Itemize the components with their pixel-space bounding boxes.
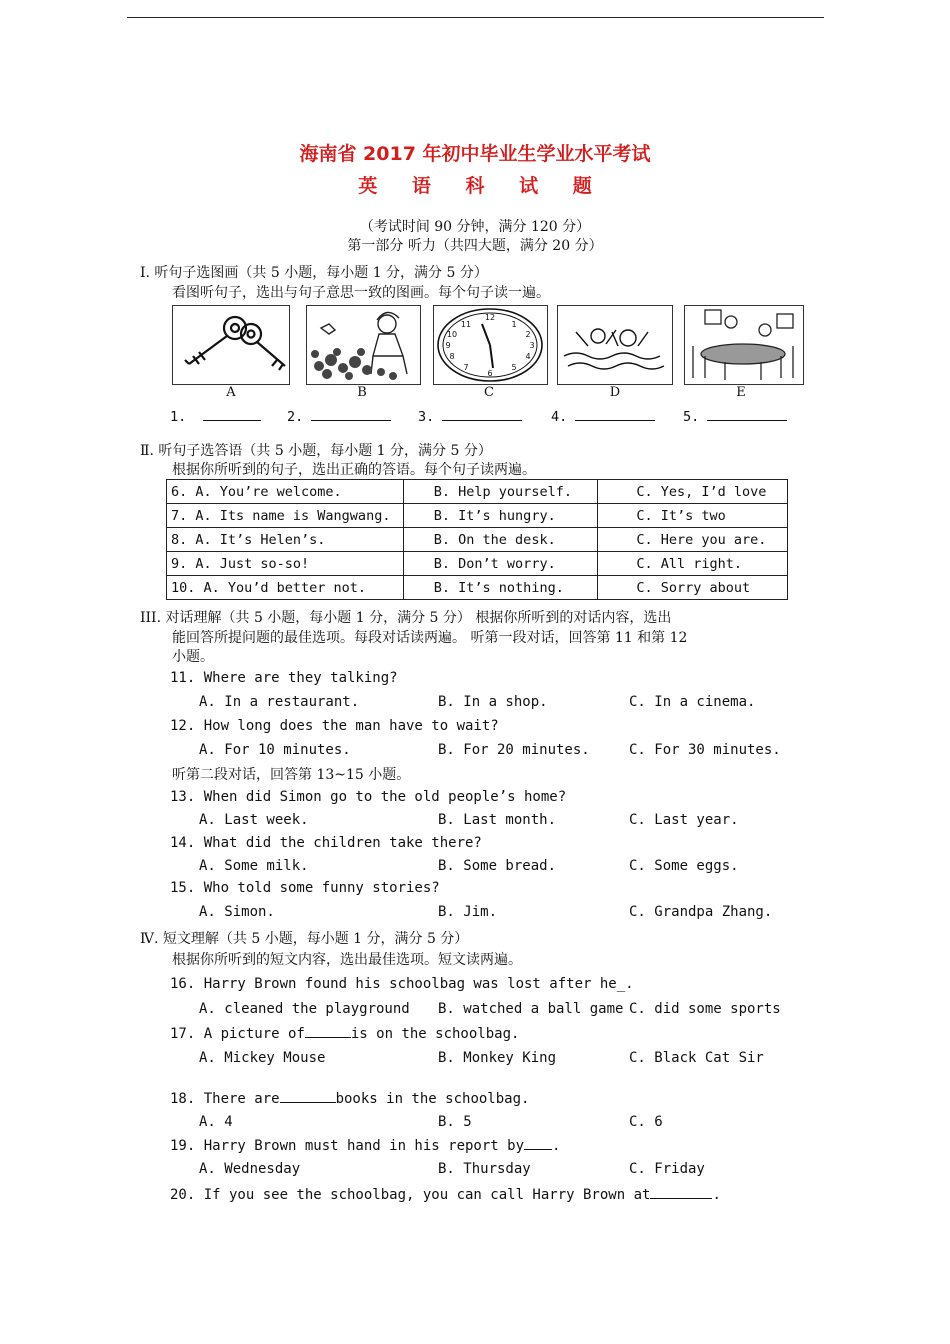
answer-blank-4[interactable]: 4. bbox=[551, 408, 655, 425]
question-11: 11. Where are they talking? bbox=[170, 670, 398, 686]
picture-b bbox=[306, 305, 421, 385]
option-c[interactable]: C. Yes, I’d love bbox=[598, 480, 788, 504]
table-row bbox=[167, 528, 788, 552]
option-b[interactable]: B. 5 bbox=[438, 1114, 472, 1130]
clock-icon bbox=[434, 306, 547, 384]
svg-text:11: 11 bbox=[460, 320, 472, 329]
answer-blank-3[interactable]: 3. bbox=[418, 408, 522, 425]
option-c[interactable]: C. In a cinema. bbox=[629, 694, 756, 710]
question-15: 15. Who told some funny stories? bbox=[170, 880, 440, 896]
girl-flowers-icon bbox=[307, 306, 420, 384]
table-row bbox=[167, 576, 788, 600]
picture-a-letter: A bbox=[226, 385, 236, 400]
exam-title: 海南省 2017 年初中毕业生学业水平考试 bbox=[299, 143, 651, 165]
option-c[interactable]: C. For 30 minutes. bbox=[629, 742, 781, 758]
option-c[interactable]: C. Last year. bbox=[629, 812, 739, 828]
option-c[interactable]: C. Some eggs. bbox=[629, 858, 739, 874]
section2-instruction: 根据你所听到的句子，选出正确的答语。每个句子读两遍。 bbox=[172, 462, 536, 478]
answer-blank[interactable] bbox=[524, 1137, 552, 1150]
svg-text:1: 1 bbox=[511, 320, 517, 329]
family-dinner-icon bbox=[685, 306, 803, 384]
option-a[interactable]: 6. A. You’re welcome. bbox=[167, 480, 404, 504]
option-b[interactable]: B. For 20 minutes. bbox=[438, 742, 590, 758]
option-b[interactable]: B. watched a ball game bbox=[438, 1001, 624, 1017]
svg-text:12: 12 bbox=[484, 313, 496, 322]
question-16: 16. Harry Brown found his schoolbag was lost after he_. bbox=[170, 976, 634, 992]
section3-heading-line3: 小题。 bbox=[172, 649, 214, 665]
part-info: 第一部分 听力（共四大题，满分 20 分） bbox=[347, 238, 603, 254]
option-c[interactable]: C. Here you are. bbox=[598, 528, 788, 552]
answer-blank[interactable] bbox=[280, 1090, 336, 1103]
option-c[interactable]: C. Friday bbox=[629, 1161, 705, 1177]
section1-instruction: 看图听句子，选出与句子意思一致的图画。每个句子读一遍。 bbox=[172, 285, 550, 301]
picture-e-letter: E bbox=[736, 385, 746, 400]
option-b[interactable]: B. Monkey King bbox=[438, 1050, 557, 1066]
option-c[interactable]: C. It’s two bbox=[598, 504, 788, 528]
option-b[interactable]: B. Jim. bbox=[438, 904, 498, 920]
svg-text:7: 7 bbox=[463, 363, 469, 372]
keys-icon bbox=[173, 306, 289, 384]
section1-heading: Ⅰ. 听句子选图画（共 5 小题，每小题 1 分，满分 5 分） bbox=[140, 265, 488, 281]
option-b[interactable]: B. On the desk. bbox=[403, 528, 598, 552]
section4-heading: Ⅳ. 短文理解（共 5 小题，每小题 1 分，满分 5 分） bbox=[140, 931, 469, 947]
table-row bbox=[167, 480, 788, 504]
option-b[interactable]: B. Don’t worry. bbox=[403, 552, 598, 576]
answer-blank[interactable] bbox=[305, 1025, 351, 1038]
option-a[interactable]: A. cleaned the playground bbox=[199, 1001, 410, 1017]
option-c[interactable]: C. Grandpa Zhang. bbox=[629, 904, 773, 920]
question-14: 14. What did the children take there? bbox=[170, 835, 482, 851]
option-a[interactable]: A. Mickey Mouse bbox=[199, 1050, 326, 1066]
option-b[interactable]: B. Thursday bbox=[438, 1161, 531, 1177]
option-c[interactable]: C. All right. bbox=[598, 552, 788, 576]
svg-text:4: 4 bbox=[525, 352, 531, 361]
section4-instruction: 根据你所听到的短文内容，选出最佳选项。短文读两遍。 bbox=[172, 952, 522, 968]
picture-d bbox=[557, 305, 673, 385]
svg-text:2: 2 bbox=[525, 330, 531, 339]
svg-text:3: 3 bbox=[529, 341, 535, 350]
question-18: 18. There are books in the schoolbag. bbox=[170, 1091, 530, 1107]
option-b[interactable]: B. It’s nothing. bbox=[403, 576, 598, 600]
section3-heading-line2: 能回答所提问题的最佳选项。每段对话读两遍。 听第一段对话，回答第 11 和第 12 bbox=[172, 630, 688, 646]
picture-a bbox=[172, 305, 290, 385]
option-a[interactable]: A. Last week. bbox=[199, 812, 309, 828]
option-a[interactable]: A. 4 bbox=[199, 1114, 233, 1130]
exam-subtitle: 英 语 科 试 题 bbox=[358, 175, 606, 197]
svg-text:9: 9 bbox=[445, 341, 451, 350]
option-a[interactable]: A. Wednesday bbox=[199, 1161, 301, 1177]
question-12: 12. How long does the man have to wait? bbox=[170, 718, 499, 734]
option-a[interactable]: A. In a restaurant. bbox=[199, 694, 360, 710]
swimming-kids-icon bbox=[558, 306, 672, 384]
section3-heading-line1: III. 对话理解（共 5 小题，每小题 1 分，满分 5 分） 根据你所听到的对话内容，选出 bbox=[140, 610, 672, 626]
option-b[interactable]: B. Last month. bbox=[438, 812, 557, 828]
option-a[interactable]: 8. A. It’s Helen’s. bbox=[167, 528, 404, 552]
option-a[interactable]: 10. A. You’d better not. bbox=[167, 576, 404, 600]
option-b[interactable]: B. Some bread. bbox=[438, 858, 557, 874]
option-c[interactable]: C. Black Cat Sir bbox=[629, 1050, 764, 1066]
picture-c-letter: C bbox=[484, 385, 494, 400]
picture-b-letter: B bbox=[357, 385, 367, 400]
picture-e bbox=[684, 305, 804, 385]
option-a[interactable]: 9. A. Just so-so! bbox=[167, 552, 404, 576]
exam-info: （考试时间 90 分钟，满分 120 分） bbox=[359, 219, 591, 235]
option-c[interactable]: C. 6 bbox=[629, 1114, 663, 1130]
option-c[interactable]: C. Sorry about bbox=[598, 576, 788, 600]
option-a[interactable]: A. For 10 minutes. bbox=[199, 742, 351, 758]
question-19: 19. Harry Brown must hand in his report by . bbox=[170, 1138, 561, 1154]
option-b[interactable]: B. It’s hungry. bbox=[403, 504, 598, 528]
option-b[interactable]: B. Help yourself. bbox=[403, 480, 598, 504]
option-a[interactable]: A. Simon. bbox=[199, 904, 275, 920]
option-b[interactable]: B. In a shop. bbox=[438, 694, 548, 710]
section2-heading: Ⅱ. 听句子选答语（共 5 小题，每小题 1 分，满分 5 分） bbox=[140, 443, 492, 459]
answer-blank-2[interactable]: 2. bbox=[287, 408, 391, 425]
table-row bbox=[167, 504, 788, 528]
option-a[interactable]: 7. A. Its name is Wangwang. bbox=[167, 504, 404, 528]
svg-text:8: 8 bbox=[449, 352, 455, 361]
top-rule bbox=[127, 17, 824, 18]
svg-text:10: 10 bbox=[446, 330, 458, 339]
svg-text:5: 5 bbox=[511, 363, 517, 372]
option-a[interactable]: A. Some milk. bbox=[199, 858, 309, 874]
second-dialog-instruction: 听第二段对话，回答第 13~15 小题。 bbox=[172, 767, 411, 783]
question-17: 17. A picture of is on the schoolbag. bbox=[170, 1026, 520, 1042]
question-13: 13. When did Simon go to the old people’s home? bbox=[170, 789, 567, 805]
picture-d-letter: D bbox=[609, 385, 621, 400]
answer-blank[interactable] bbox=[650, 1186, 712, 1199]
picture-c bbox=[433, 305, 548, 385]
option-c[interactable]: C. did some sports bbox=[629, 1001, 781, 1017]
answer-blank-1[interactable]: 1. bbox=[170, 408, 261, 425]
table-row bbox=[167, 552, 788, 576]
question-20: 20. If you see the schoolbag, you can call Harry Brown at . bbox=[170, 1187, 721, 1203]
svg-text:6: 6 bbox=[487, 369, 493, 378]
answer-blank-5[interactable]: 5. bbox=[683, 408, 787, 425]
answer-options-table bbox=[166, 479, 788, 600]
